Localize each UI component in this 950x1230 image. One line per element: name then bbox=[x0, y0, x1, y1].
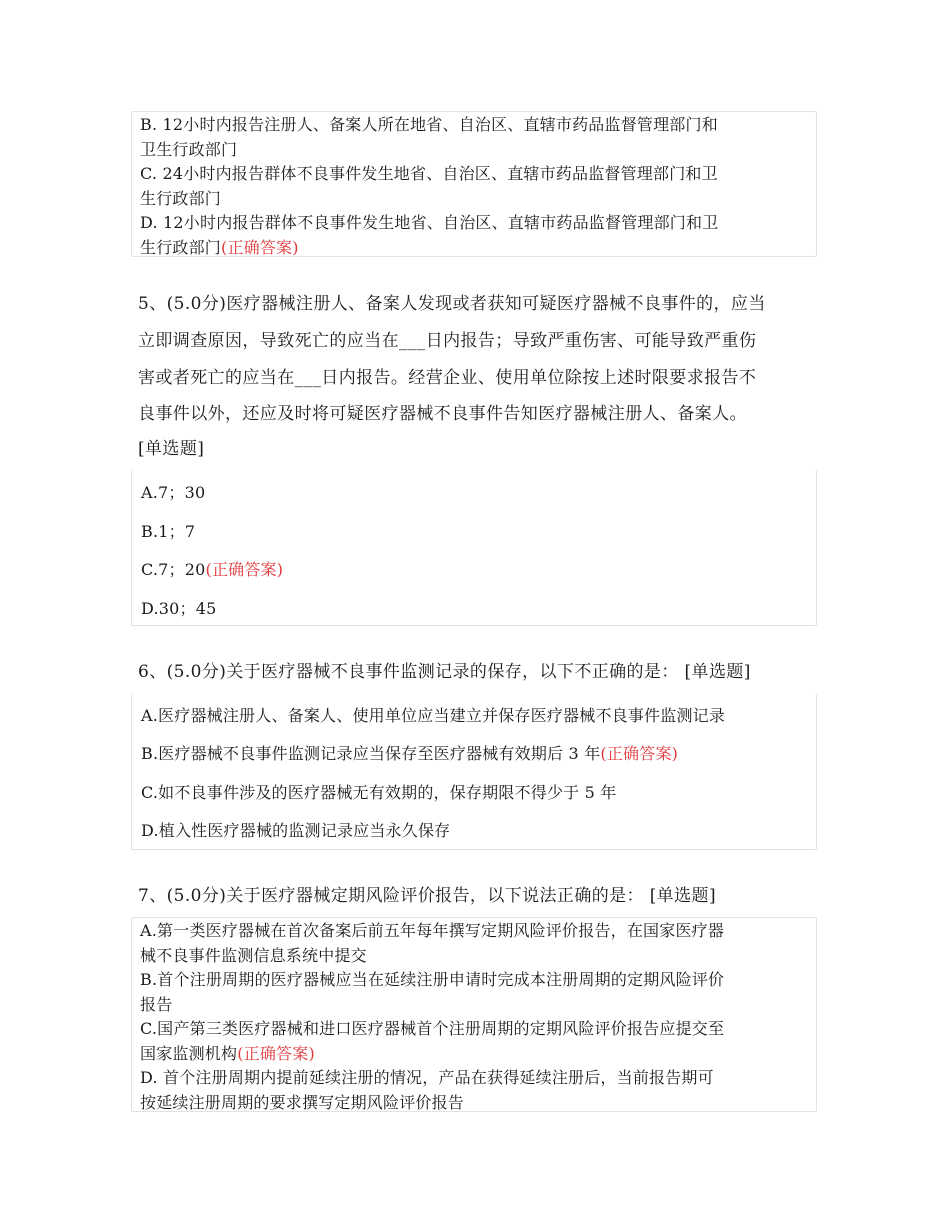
option-d: D.30；45 bbox=[141, 599, 217, 618]
option-b: B.1；7 bbox=[141, 522, 196, 541]
option-a: A.7；30 bbox=[141, 483, 206, 502]
option-c-line-1: C.国产第三类医疗器械和进口医疗器械首个注册周期的定期风险评价报告应提交至 bbox=[140, 1019, 725, 1038]
question-5-line-2: 立即调查原因，导致死亡的应当在___日内报告；导致严重伤害、可能导致严重伤 bbox=[138, 331, 757, 351]
option-a-line-2: 械不良事件监测信息系统中提交 bbox=[140, 945, 367, 965]
correct-answer-label: (正确答案) bbox=[221, 237, 299, 257]
question-5-line-1: 5、(5.0分)医疗器械注册人、备案人发现或者获知可疑医疗器械不良事件的，应当 bbox=[138, 294, 766, 314]
option-d-line-2: 按延续注册周期的要求撰写定期风险评价报告 bbox=[140, 1092, 465, 1112]
question-5-line-4: 良事件以外，还应及时将可疑医疗器械不良事件告知医疗器械注册人、备案人。 bbox=[138, 404, 747, 424]
option-c: C.如不良事件涉及的医疗器械无有效期的，保存期限不得少于 5 年 bbox=[141, 783, 617, 802]
option-d: D.植入性医疗器械的监测记录应当永久保存 bbox=[141, 821, 451, 840]
question-6-text: 6、(5.0分)关于医疗器械不良事件监测记录的保存，以下不正确的是： [单选题] bbox=[138, 662, 751, 682]
option-d-text: 生行政部门 bbox=[140, 237, 222, 257]
option-b-line-2: 卫生行政部门 bbox=[140, 139, 238, 159]
question-7-text: 7、(5.0分)关于医疗器械定期风险评价报告，以下说法正确的是： [单选题] bbox=[138, 886, 716, 906]
option-c-text: C.7；20 bbox=[141, 560, 206, 579]
option-b-line-2: 报告 bbox=[140, 994, 173, 1014]
option-b-text: B.医疗器械不良事件监测记录应当保存至医疗器械有效期后 3 年 bbox=[141, 744, 601, 763]
option-c bbox=[141, 557, 283, 580]
option-b-line-1: B. 12小时内报告注册人、备案人所在地省、自治区、直辖市药品监督管理部门和 bbox=[140, 115, 718, 134]
option-d-line-1: D. 首个注册周期内提前延续注册的情况，产品在获得延续注册后，当前报告期可 bbox=[140, 1068, 714, 1087]
correct-answer-label: (正确答案) bbox=[600, 744, 679, 763]
question-5-options bbox=[131, 470, 817, 626]
option-d-line-2 bbox=[140, 236, 808, 261]
question-7-options bbox=[131, 917, 817, 1112]
option-c-line-2 bbox=[140, 1042, 808, 1067]
option-d-line-1: D. 12小时内报告群体不良事件发生地省、自治区、直辖市药品监督管理部门和卫 bbox=[140, 213, 719, 232]
option-c-text: 国家监测机构 bbox=[140, 1043, 238, 1063]
question-5-line-3: 害或者死亡的应当在___日内报告。经营企业、使用单位除按上述时限要求报告不 bbox=[138, 368, 757, 388]
question-4-options bbox=[131, 111, 817, 257]
option-c-line-1: C. 24小时内报告群体不良事件发生地省、自治区、直辖市药品监督管理部门和卫 bbox=[140, 164, 718, 183]
option-a: A.医疗器械注册人、备案人、使用单位应当建立并保存医疗器械不良事件监测记录 bbox=[141, 706, 726, 725]
question-6-options bbox=[131, 694, 817, 850]
correct-answer-label: (正确答案) bbox=[205, 560, 284, 579]
option-a-line-1: A.第一类医疗器械在首次备案后前五年每年撰写定期风险评价报告，在国家医疗器 bbox=[140, 921, 725, 940]
option-b-line-1: B.首个注册周期的医疗器械应当在延续注册申请时完成本注册周期的定期风险评价 bbox=[140, 970, 725, 989]
option-b bbox=[141, 741, 678, 764]
option-c-line-2: 生行政部门 bbox=[140, 188, 222, 208]
correct-answer-label: (正确答案) bbox=[237, 1043, 315, 1063]
question-5-type: [单选题] bbox=[138, 439, 205, 459]
